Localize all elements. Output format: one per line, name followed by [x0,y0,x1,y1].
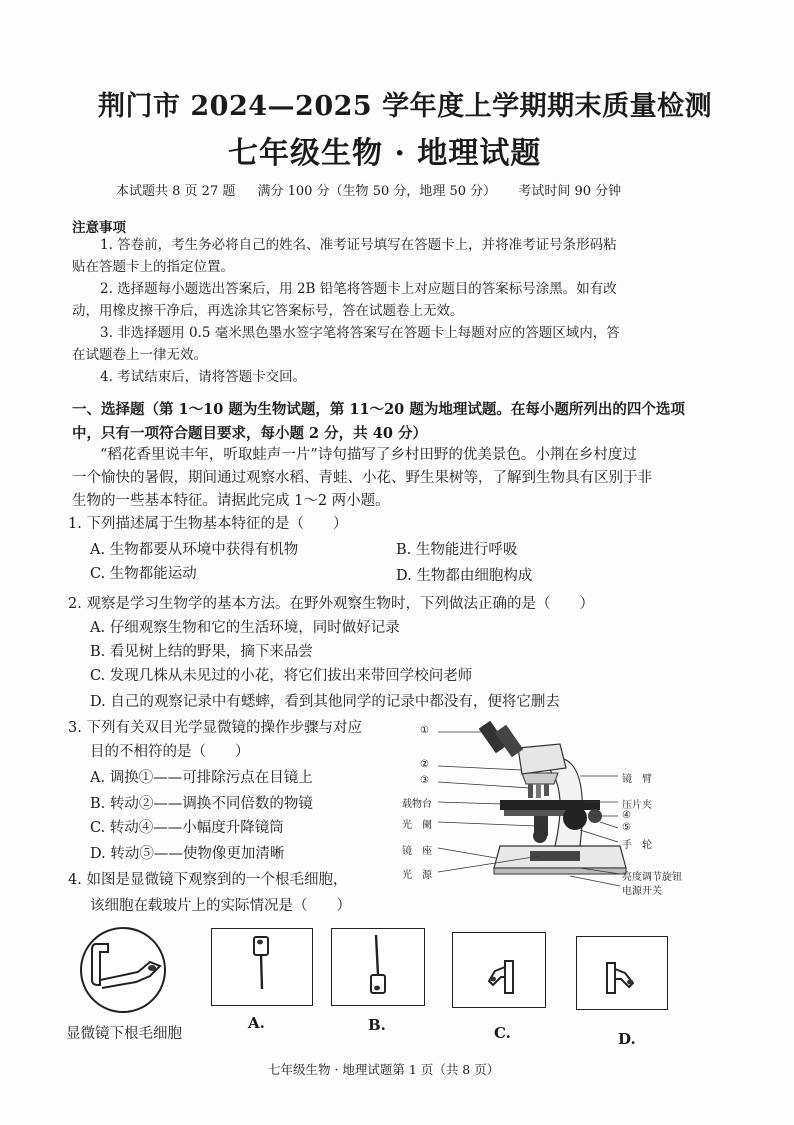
notice-item-3-line1: 3. 非选择题用 0.5 毫米黑色墨水签字笔将答案写在答题卡上每题对应的答题区域内，答 [100,325,620,341]
q4-option-a-figure [211,928,313,1006]
notice-title: 注意事项 [72,220,126,236]
q4-option-b-figure [331,928,425,1006]
label-diaphragm: 光 阑 [402,820,432,831]
q3-option-c: C. 转动④——小幅度升降镜筒 [90,820,284,836]
root-hair-cell-view [78,922,168,1018]
q4-stem-line2: 该细胞在载玻片上的实际情况是（ ） [90,898,351,914]
label-base: 镜 座 [402,846,432,857]
info-pages: 本试题共 8 页 27 题 [116,184,236,199]
notice-item-2-line2: 动，用橡皮擦干净后，再选涂其它答案标号，答在试题卷上无效。 [72,303,464,319]
notice-item-3 [72,322,712,366]
cell-figure-c [453,933,545,1007]
notice-item-1-line1: 1. 答卷前，考生务必将自己的姓名、准考证号填写在答题卡上，并将准考证号条形码粘 [100,237,617,253]
label-light-source: 光 源 [402,870,432,881]
notice-item-3-line2: 在试题卷上一律无效。 [72,347,207,363]
q2-option-b: B. 看见树上结的野果，摘下来品尝 [90,644,313,660]
label-fine-5: ⑤ [622,822,631,833]
q3-stem-line2: 目的不相符的是（ ） [90,744,250,760]
exam-info [116,180,639,199]
intro-passage [72,444,712,513]
exam-title: 荆门市 2024—2025 学年度上学期期末质量检测 [98,91,713,122]
intro-line1: “稻花香里说丰年，听取蛙声一片”诗句描写了乡村田野的优美景色。小荆在乡村度过 [100,447,637,463]
q3-stem-line1: 3. 下列有关双目光学显微镜的操作步骤与对应 [68,720,362,736]
q2-option-c: C. 发现几株从未见过的小花，将它们拔出来带回学校问老师 [90,668,473,684]
label-power-switch: 电源开关 [622,886,662,897]
cell-figure-d [577,937,667,1009]
q1-stem: 1. 下列描述属于生物基本特征的是（ ） [68,516,348,532]
notice-item-2-line1: 2. 选择题每小题选出答案后，用 2B 铅笔将答题卡上对应题目的答案标号涂黑。如有改 [100,281,617,297]
label-hand-wheel: 手 轮 [622,840,652,851]
notice-item-2 [72,278,712,322]
notice-item-4 [72,366,712,388]
q1-option-d: D. 生物都由细胞构成 [396,568,533,584]
q2-option-d: D. 自己的观察记录中有蟋蟀，看到其他同学的记录中都没有，便将它删去 [90,694,560,710]
label-eyepiece-1: ① [420,725,429,736]
figure-caption: 显微镜下根毛细胞 [66,1026,182,1042]
section-heading-line1: 一、选择题（第 1～10 题为生物试题，第 11～20 题为地理试题。在每小题所列出的四个选项 [72,401,685,418]
q4-option-c-label: C. [494,1024,511,1042]
label-converter-2: ② [420,759,429,770]
q2-stem: 2. 观察是学习生物学的基本方法。在野外观察生物时，下列做法正确的是（ ） [68,596,594,612]
q1-option-c: C. 生物都能运动 [90,566,197,582]
notice-item-4-text: 4. 考试结束后，请将答题卡交回。 [100,369,307,385]
q4-stem-line1: 4. 如图是显微镜下观察到的一个根毛细胞， [68,872,348,888]
label-arm: 镜 臂 [622,774,652,785]
q4-option-d-figure [576,936,668,1010]
label-objective-3: ③ [420,775,429,786]
exam-subtitle: 七年级生物 · 地理试题 [228,136,542,171]
label-coarse-4: ④ [622,810,631,821]
cell-figure-a [212,929,312,1005]
label-brightness-knob: 亮度调节旋钮 [622,872,682,883]
q4-option-a-label: A. [248,1014,265,1032]
notice-item-1-line2: 贴在答题卡上的指定位置。 [72,259,234,275]
notice-item-1 [72,234,712,278]
q4-option-c-figure [452,932,546,1008]
info-time: 考试时间 90 分钟 [518,184,622,199]
label-clip: 压片夹 [622,800,652,811]
intro-line3: 生物的一些基本特征。请据此完成 1～2 两小题。 [72,493,390,509]
q4-option-d-label: D. [618,1030,636,1048]
q3-option-a: A. 调换①——可排除污点在目镜上 [90,770,313,786]
q3-option-d: D. 转动⑤——使物像更加清晰 [90,846,285,862]
section-heading-line2: 中，只有一项符合题目要求，每小题 2 分，共 40 分） [72,425,427,442]
cell-figure-b [332,929,424,1005]
q3-option-b: B. 转动②——调换不同倍数的物镜 [90,796,313,812]
intro-line2: 一个愉快的暑假，期间通过观察水稻、青蛙、小花、野生果树等，了解到生物具有区别于非 [72,470,652,486]
info-score: 满分 100 分（生物 50 分，地理 50 分） [257,184,497,199]
q1-option-b: B. 生物能进行呼吸 [396,542,518,558]
q4-option-b-label: B. [368,1016,386,1034]
page-footer: 七年级生物 · 地理试题第 1 页（共 8 页） [268,1062,500,1077]
label-stage: 载物台 [402,799,432,810]
q1-option-a: A. 生物都要从环境中获得有机物 [90,542,299,558]
section-heading [72,398,718,446]
q2-option-a: A. 仔细观察生物和它的生活环境，同时做好记录 [90,620,400,636]
